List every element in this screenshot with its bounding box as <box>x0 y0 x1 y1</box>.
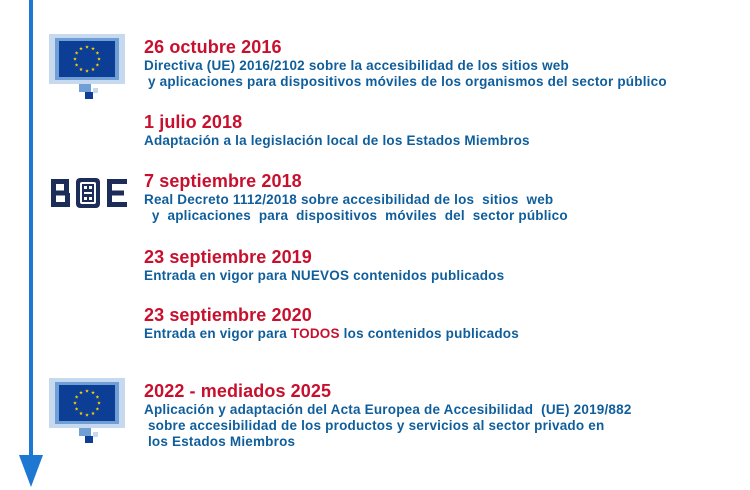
event-description-line: y aplicaciones para dispositivos móviles de los organismos del sector público <box>144 74 667 89</box>
event-date: 2022 - mediados 2025 <box>144 381 332 401</box>
eu-star-icon <box>95 395 99 399</box>
timeline-line <box>29 0 33 462</box>
eu-star-icon <box>95 51 99 55</box>
event-date: 23 septiembre 2020 <box>144 305 312 325</box>
eu-star-icon <box>73 57 77 61</box>
timeline-event <box>144 304 519 342</box>
eu-star-icon <box>85 45 89 49</box>
eu-star-icon <box>91 67 95 71</box>
eu-flag-icon <box>49 378 129 448</box>
eu-star-icon <box>79 67 83 71</box>
eu-star-icon <box>75 407 79 411</box>
event-description-line: y aplicaciones para dispositivos móviles del sector público <box>144 208 568 223</box>
event-description-line: Aplicación y adaptación del Acta Europea de Accesibilidad (UE) 2019/882 <box>144 402 632 417</box>
eu-star-icon <box>75 63 79 67</box>
event-highlight: TODOS <box>290 326 340 341</box>
eu-star-icon <box>79 411 83 415</box>
eu-star-icon <box>91 411 95 415</box>
eu-star-icon <box>85 413 89 417</box>
event-description-line: Directiva (UE) 2016/2102 sobre la accesibilidad de los sitios web <box>144 58 569 73</box>
eu-stars-icon <box>59 41 115 77</box>
event-text: los contenidos publicados <box>339 326 519 341</box>
eu-star-icon <box>79 391 83 395</box>
eu-star-icon <box>85 389 89 393</box>
eu-star-icon <box>91 391 95 395</box>
timeline-event <box>144 111 530 149</box>
event-description-line: los Estados Miembros <box>144 434 296 449</box>
timeline-event <box>144 380 632 450</box>
event-text: Entrada en vigor para <box>144 326 291 341</box>
event-date: 23 septiembre 2019 <box>144 247 312 267</box>
eu-star-icon <box>97 57 101 61</box>
event-description-line: Entrada en vigor para NUEVOS contenidos publicados <box>144 268 505 283</box>
eu-star-icon <box>97 401 101 405</box>
event-date: 7 septiembre 2018 <box>144 171 302 191</box>
eu-star-icon <box>73 401 77 405</box>
event-description-line: Real Decreto 1112/2018 sobre accesibilidad de los sitios web <box>144 192 554 207</box>
timeline-event <box>144 246 504 284</box>
event-date: 1 julio 2018 <box>144 112 243 132</box>
event-description-line: Adaptación a la legislación local de los Estados Miembros <box>144 133 530 148</box>
timeline-event <box>144 36 667 90</box>
boe-logo-icon <box>49 176 129 210</box>
eu-star-icon <box>75 395 79 399</box>
eu-star-icon <box>95 63 99 67</box>
eu-star-icon <box>75 51 79 55</box>
timeline-event <box>144 170 568 224</box>
timeline-arrow-icon <box>19 455 43 487</box>
eu-flag-icon <box>49 34 129 104</box>
event-description-line: sobre accesibilidad de los productos y servicios al sector privado en <box>144 418 605 433</box>
eu-star-icon <box>79 47 83 51</box>
eu-star-icon <box>95 407 99 411</box>
eu-star-icon <box>91 47 95 51</box>
event-date: 26 octubre 2016 <box>144 37 282 57</box>
eu-stars-icon <box>59 385 115 421</box>
eu-star-icon <box>85 69 89 73</box>
event-description-line <box>144 326 519 342</box>
